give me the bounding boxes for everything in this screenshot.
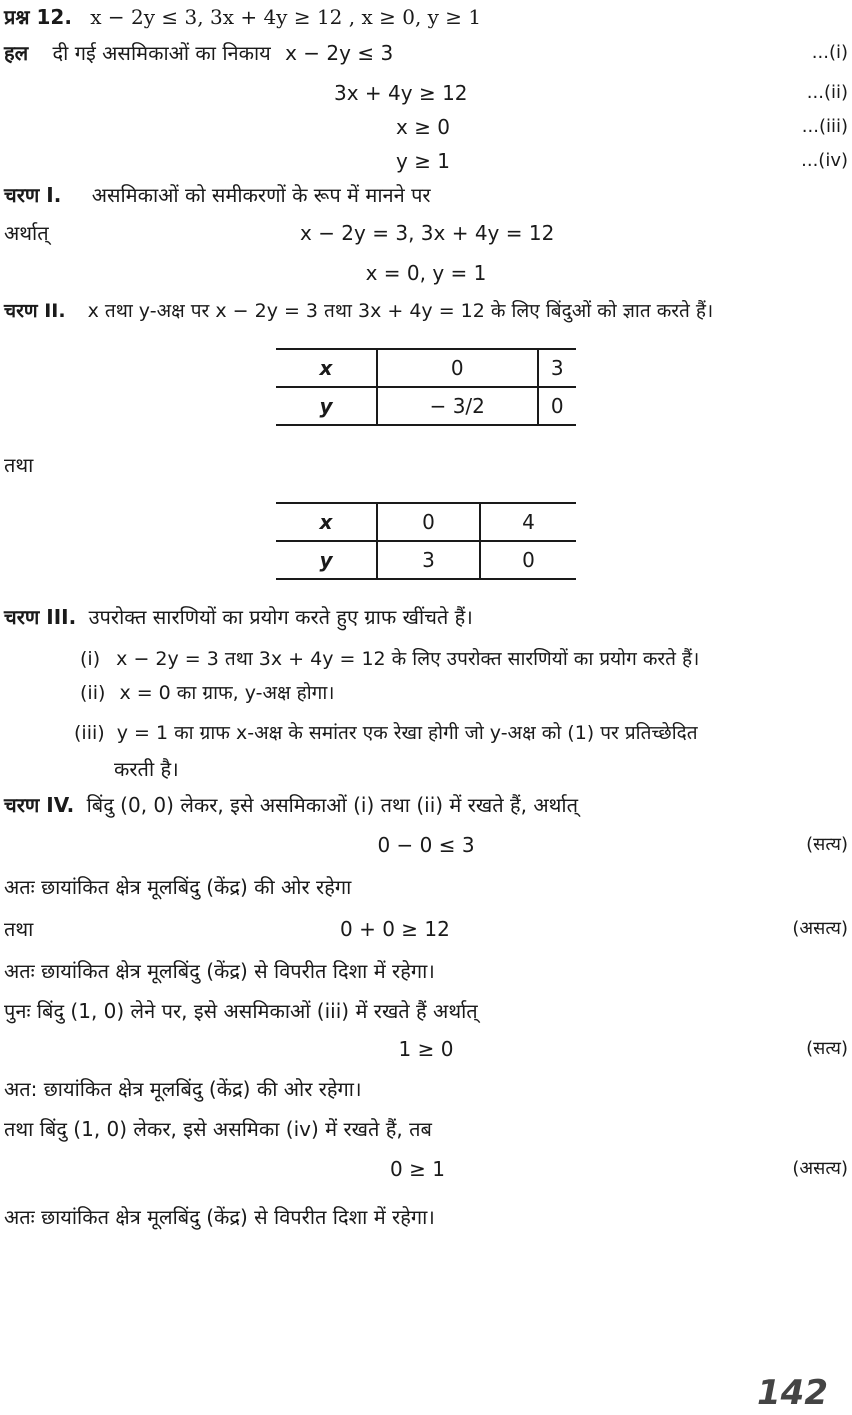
equation-pair-1: x − 2y = 3, 3x + 4y = 12 [300,221,555,245]
tatha-label: तथा [4,453,34,477]
step-3-item-3-cont: करती है। [114,757,179,781]
again-line: पुनः बिंदु (1, 0) लेने पर, इसे असमिकाओं (iii) में रखते हैं अर्थात् [4,999,478,1023]
ref-ii: ...(ii) [806,82,848,103]
verdict-3: (सत्य) [806,1038,848,1059]
equation-pair-2: x = 0, y = 1 [365,261,487,285]
step-1: चरण I. असमिकाओं को समीकरणों के रूप में मानने पर [4,183,431,207]
also-line: तथा बिंदु (1, 0) लेकर, इसे असमिका (iv) में रखते हैं, तब [4,1117,432,1141]
inequality-1: x − 2y ≤ 3 [285,41,394,65]
inequality-3: x ≥ 0 [396,115,451,139]
step-3-item-1: (i) x − 2y = 3 तथा 3x + 4y = 12 के लिए उपरोक्त सारणियों का प्रयोग करते हैं। [80,648,700,670]
tatha-label-2: तथा [4,917,34,941]
problem-header [4,4,481,30]
step-3-item-2: (ii) x = 0 का ग्राफ, y-अक्ष होगा। [80,682,335,704]
solution-label: हल [4,41,29,65]
table-row: y − 3/2 0 [276,387,576,425]
result-2: अतः छायांकित क्षेत्र मूलबिंदु (केंद्र) से विपरीत दिशा में रहेगा। [4,959,435,983]
check-1: 0 − 0 ≤ 3 [377,833,475,857]
problem-label: प्रश्न 12. [4,5,72,29]
table-row: x 0 3 [276,349,576,387]
value-table-1 [276,348,576,426]
result-3: अत: छायांकित क्षेत्र मूलबिंदु (केंद्र) की ओर रहेगा। [4,1077,362,1101]
value-table-2 [276,502,576,580]
page-number: 142 [757,1373,828,1413]
table-row: y 3 0 [276,541,576,579]
step-2: चरण II. x तथा y-अक्ष पर x − 2y = 3 तथा 3x + 4y = 12 के लिए बिंदुओं को ज्ञात करते हैं। [4,300,714,322]
result-4: अतः छायांकित क्षेत्र मूलबिंदु (केंद्र) से विपरीत दिशा में रहेगा। [4,1205,435,1229]
ref-iv: ...(iv) [801,150,848,171]
step-1-label: चरण I. [4,183,62,207]
arthat-label: अर्थात् [4,221,49,245]
step-3-label: चरण III. [4,605,77,629]
table-row: x 0 4 [276,503,576,541]
inequality-2: 3x + 4y ≥ 12 [334,81,468,105]
check-3: 1 ≥ 0 [398,1037,454,1061]
inequality-4: y ≥ 1 [396,149,451,173]
problem-statement: x − 2y ≤ 3, 3x + 4y ≥ 12 , x ≥ 0, y ≥ 1 [90,5,482,29]
verdict-1: (सत्य) [806,834,848,855]
step-4-label: चरण IV. [4,793,75,817]
step-3: चरण III. उपरोक्त सारणियों का प्रयोग करते हुए ग्राफ खींचते हैं। [4,605,473,629]
solution-intro: हल दी गई असमिकाओं का निकाय x − 2y ≤ 3 [4,41,394,65]
check-2: 0 + 0 ≥ 12 [340,917,450,941]
step-2-label: चरण II. [4,300,66,322]
step-4: चरण IV. बिंदु (0, 0) लेकर, इसे असमिकाओं (i) तथा (ii) में रखते हैं, अर्थात् [4,793,579,817]
step-3-item-3: (iii) y = 1 का ग्राफ x-अक्ष के समांतर एक रेखा होगी जो y-अक्ष को (1) पर प्रतिच्छेदित [74,722,698,744]
verdict-4: (असत्य) [792,1158,848,1179]
ref-i: ...(i) [811,42,848,63]
result-1: अतः छायांकित क्षेत्र मूलबिंदु (केंद्र) की ओर रहेगा [4,875,352,899]
check-4: 0 ≥ 1 [390,1157,445,1181]
ref-iii: ...(iii) [801,116,848,137]
verdict-2: (असत्य) [792,918,848,939]
